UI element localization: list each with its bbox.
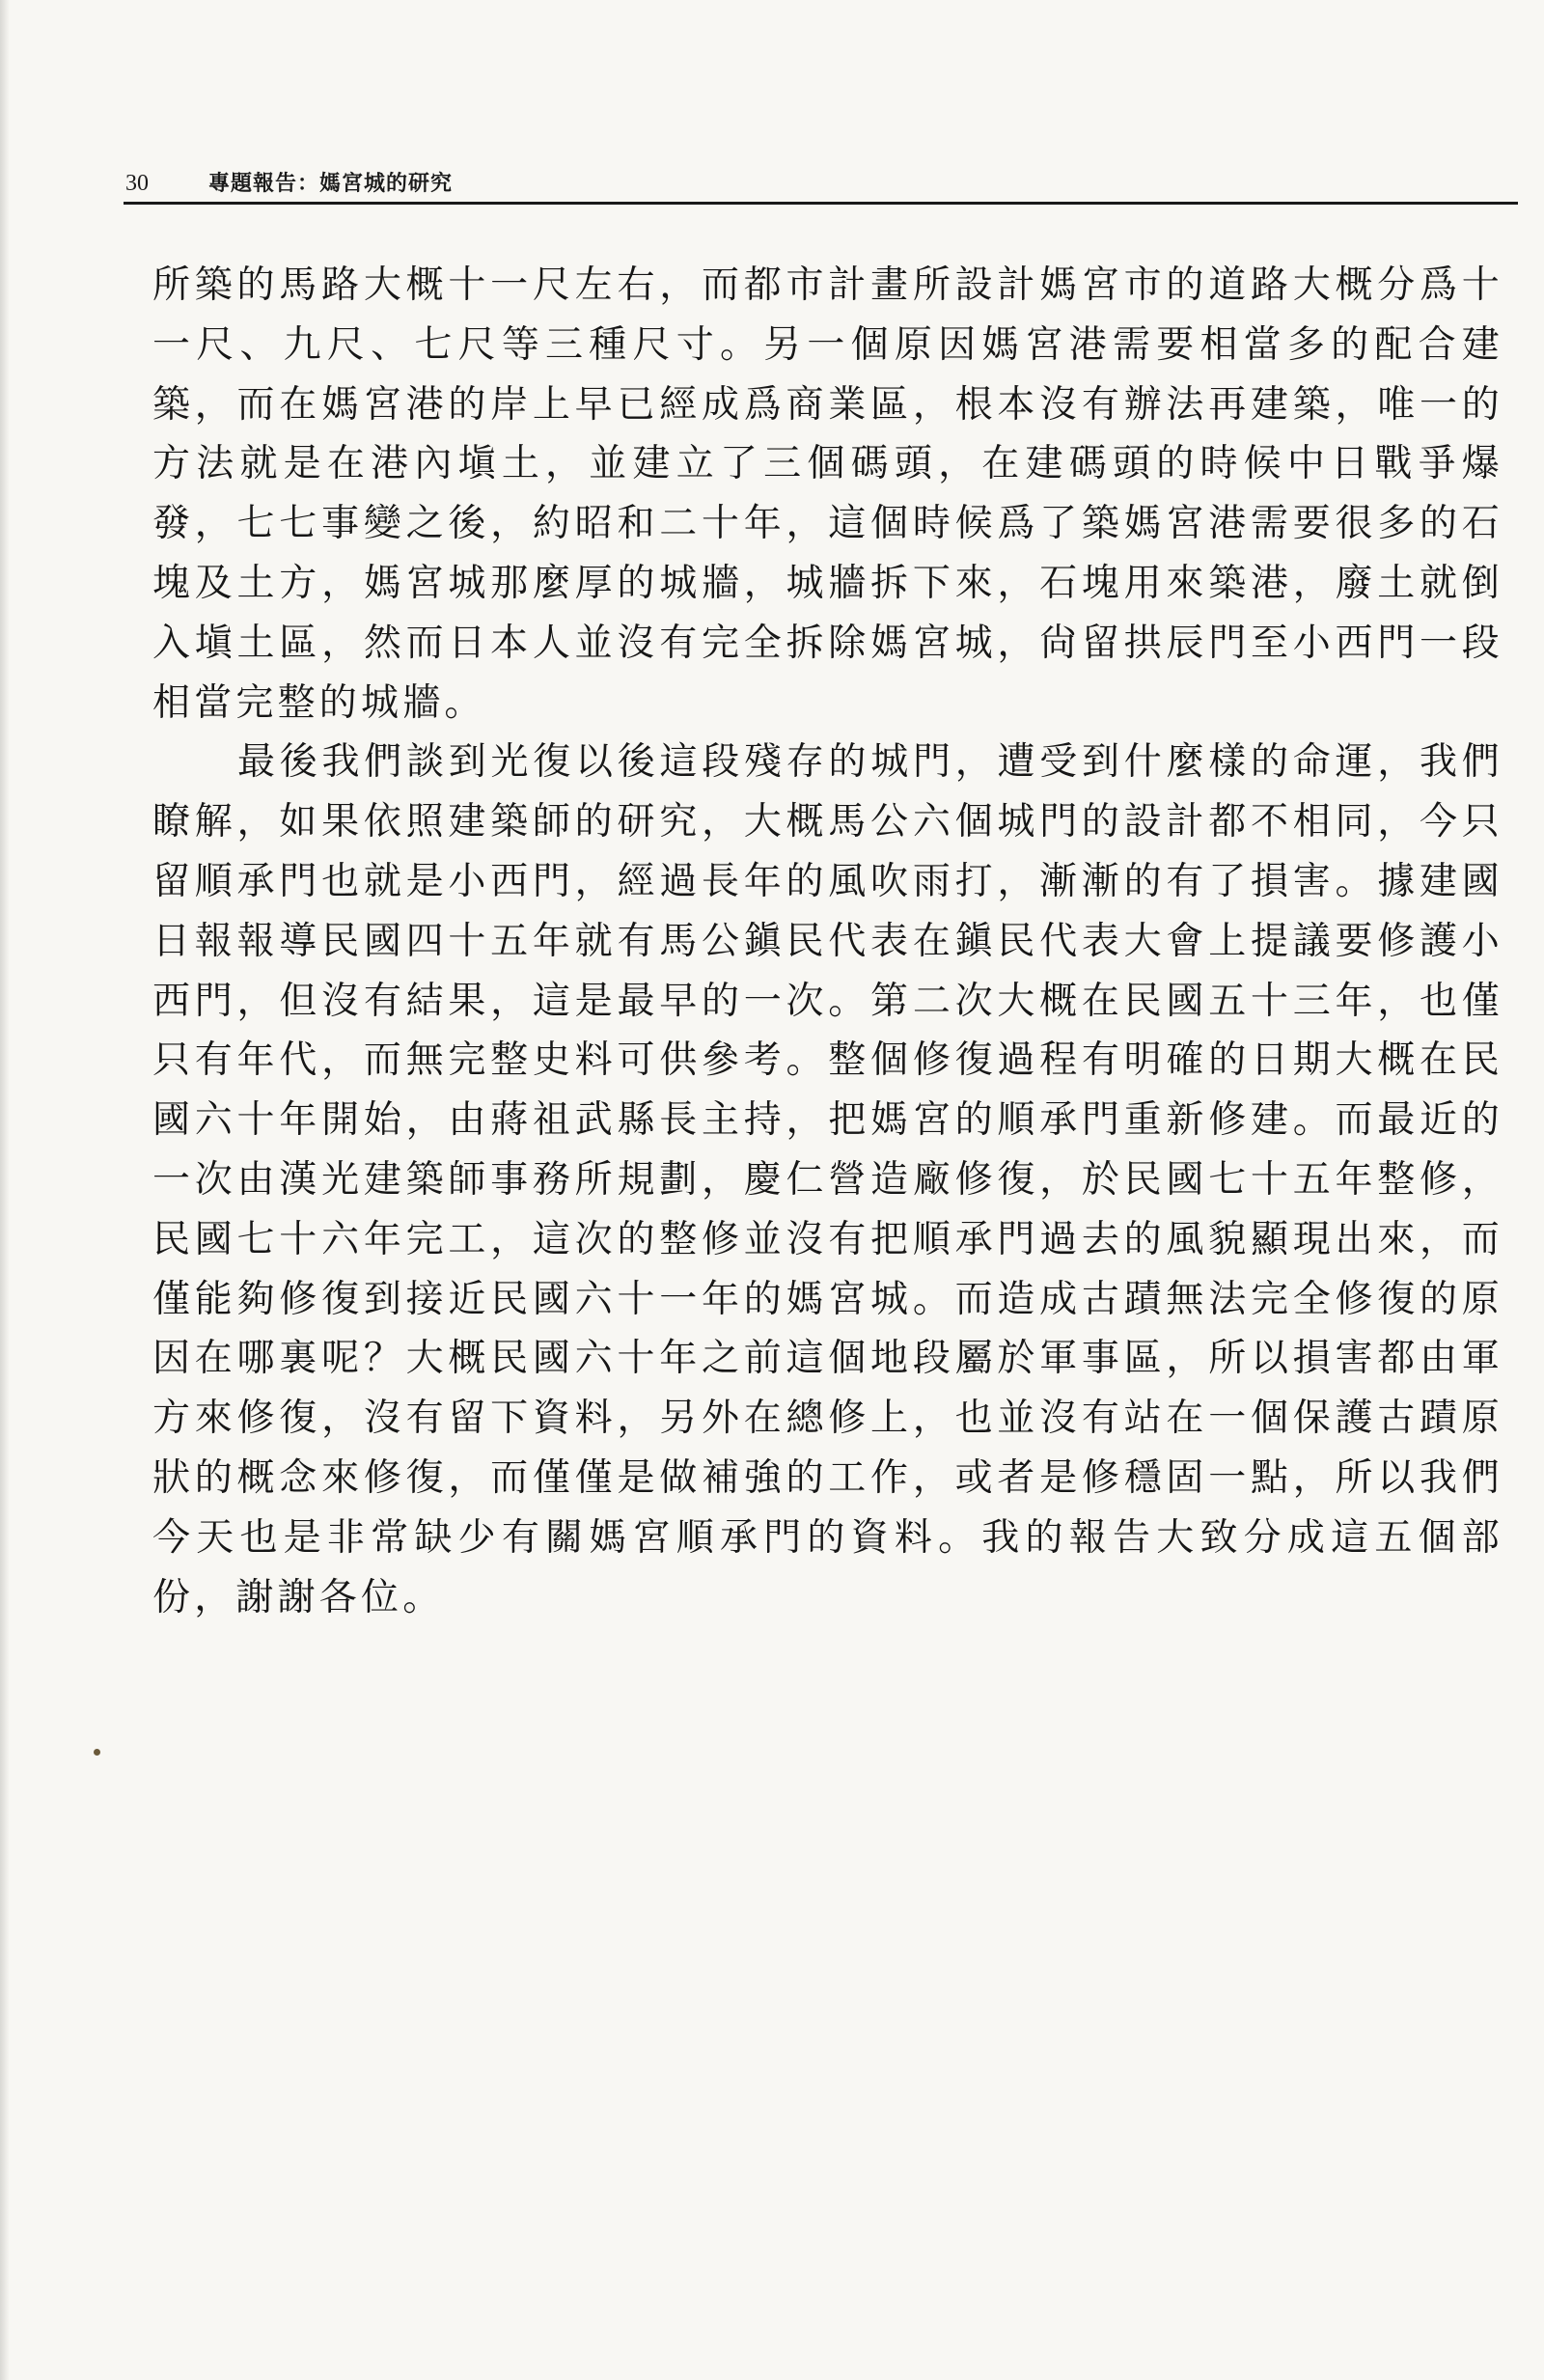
header-divider	[124, 202, 1518, 205]
scan-speck	[94, 1749, 100, 1756]
running-header	[125, 166, 1525, 201]
paragraph-restoration-history: 最後我們談到光復以後這段殘存的城門，遭受到什麼樣的命運，我們瞭解，如果依照建築師的研究，大概馬公六個城門的設計都不相同，今只留順承門也就是小西門，經過長年的風吹雨打，漸漸的有了損害。據建國日報報導民國四十五年就有馬公鎭民代表在鎭民代表大會上提議要修護小西門，但沒有結果，這是最早的一次。第二次大概在民國五十三年，也僅只有年代，而無完整史料可供參考。整個修復過程有明確的日期大概在民國六十年開始，由蔣祖武縣長主持，把媽宮的順承門重新修建。而最近的一次由漢光建築師事務所規劃，慶仁營造廠修復，於民國七十五年整修，民國七十六年完工，這次的整修並沒有把順承門過去的風貌顯現出來，而僅能夠修復到接近民國六十一年的媽宮城。而造成古蹟無法完全修復的原因在哪裏呢？大概民國六十年之前這個地段屬於軍事區，所以損害都由軍方來修復，沒有留下資料，另外在總修上，也並沒有站在一個保護古蹟原狀的概念來修復，而僅僅是做補強的工作，或者是修穩固一點，所以我們今天也是非常缺少有關媽宮順承門的資料。我的報告大致分成這五個部份，謝謝各位。	[152, 740, 1503, 1619]
body-text	[152, 256, 1503, 1627]
running-header-title: 專題報告：媽宮城的研究	[208, 171, 454, 196]
paragraph-continued: 所築的馬路大概十一尺左右，而都市計畫所設計媽宮市的道路大概分爲十一尺、九尺、七尺等三種尺寸。另一個原因媽宮港需要相當多的配合建築，而在媽宮港的岸上早已經成爲商業區，根本沒有辦法再建築，唯一的方法就是在港內塡土，並建立了三個碼頭，在建碼頭的時候中日戰爭爆發，七七事變之後，約昭和二十年，這個時候爲了築媽宮港需要很多的石塊及土方，媽宮城那麼厚的城牆，城牆拆下來，石塊用來築港，廢土就倒入塡土區，然而日本人並沒有完全拆除媽宮城，尙留拱辰門至小西門一段相當完整的城牆。	[152, 263, 1503, 725]
scan-edge-shadow	[0, 0, 10, 2380]
page-number: 30	[125, 171, 149, 196]
